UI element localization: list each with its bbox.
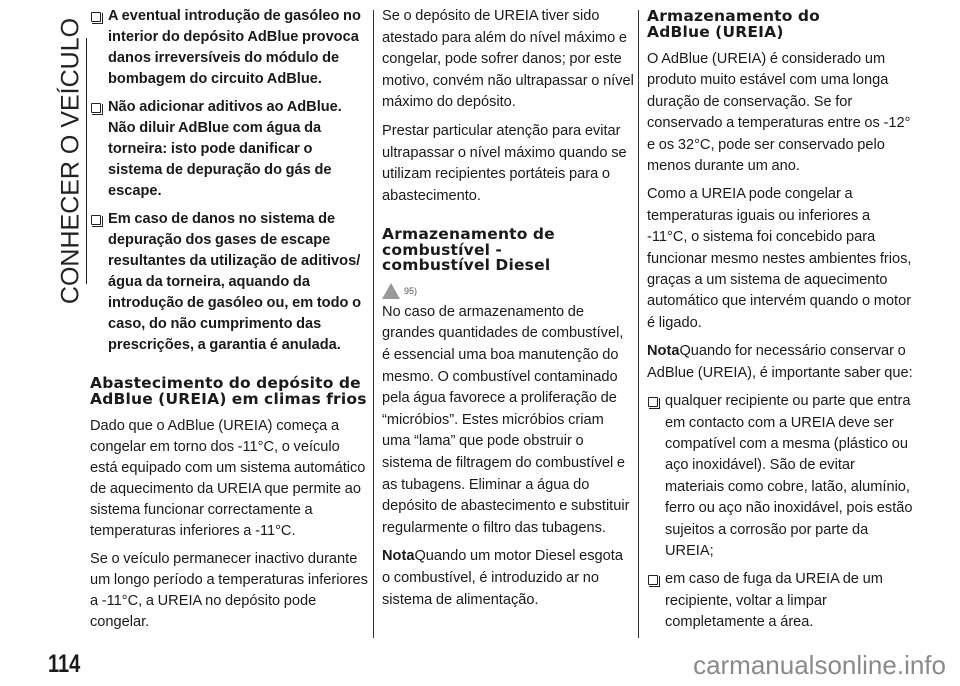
note-label: Nota bbox=[647, 343, 680, 360]
checkbox-bullet-icon bbox=[91, 103, 101, 113]
note-text: Quando for necessário conservar o AdBlue (UREIA), é importante saber que: bbox=[647, 343, 913, 381]
warning-triangle-icon bbox=[382, 283, 400, 299]
paragraph: Como a UREIA pode congelar a temperaturas iguais ou inferiores a -11°C, o sistema foi concebido para funcionar mesmo nestes ambientes frios, graças a um sistema de aquecimento automático que intervém quando o motor é ligado. bbox=[647, 186, 912, 331]
paragraph: Dado que o AdBlue (UREIA) começa a congelar em torno dos -11°C, o veículo está equipado com um sistema automático de aquecimento da UREIA que permite ao sistema funcionar correctamente a temperaturas inferiores a -11°C. bbox=[90, 418, 366, 539]
bullet-text: A eventual introdução de gasóleo no interior do depósito AdBlue provoca danos irreversíveis do módulo de bombagem do circuito AdBlue. bbox=[108, 8, 361, 87]
bullet-text: qualquer recipiente ou parte que entra em contacto com a UREIA deve ser compatível com a mesma (plástico ou aço inoxidável). São de evitar materiais como cobre, latão, alumínio, ferro ou aço não inoxidável, pois estão sujeitos a corrosão por parte da UREIA; bbox=[665, 393, 913, 559]
warning-bullet bbox=[90, 209, 368, 356]
column-3 bbox=[647, 6, 913, 641]
watermark: carmanualsonline.info bbox=[693, 650, 946, 680]
paragraph: Prestar particular atenção para evitar ultrapassar o nível máximo quando se utilizam recipientes portáteis para o abastecimento. bbox=[382, 122, 627, 204]
note bbox=[382, 546, 634, 611]
warning-reference bbox=[382, 283, 634, 299]
section-heading: Armazenamento do AdBlue (UREIA) bbox=[647, 7, 820, 41]
page-number: 114 bbox=[48, 650, 81, 678]
warning-bullet bbox=[90, 97, 368, 202]
note bbox=[647, 341, 913, 384]
column-2 bbox=[382, 6, 634, 618]
note-label: Nota bbox=[382, 548, 415, 565]
checkbox-bullet-icon bbox=[648, 575, 658, 585]
list-item bbox=[647, 391, 913, 562]
section-heading: Armazenamento de combustível - combustível Diesel bbox=[382, 225, 555, 275]
paragraph: No caso de armazenamento de grandes quantidades de combustível, é essencial uma boa manutenção do mesmo. O combustível contaminado pela água favorece a proliferação de “micróbios”. Estes micróbios criam uma “lama” que pode obstruir o sistema de filtragem do combustível e as tubagens. Eliminar a água do depósito de abastecimento e substituir regularmente o filtro das tubagens. bbox=[382, 303, 630, 536]
section-tab-label: CONHECER O VEÍCULO bbox=[56, 17, 85, 305]
section-tab bbox=[56, 17, 86, 305]
list-item bbox=[647, 569, 913, 633]
paragraph: Se o depósito de UREIA tiver sido atestado para além do nível máximo e congelar, pode sofrer danos; por este motivo, convém não ultrapassar o nível máximo do depósito. bbox=[382, 8, 634, 111]
bullet-text: Não adicionar aditivos ao AdBlue. Não diluir AdBlue com água da torneira: isto pode danificar o sistema de depuração do gás de escape. bbox=[108, 99, 342, 199]
bullet-text: em caso de fuga da UREIA de um recipiente, voltar a limpar completamente a área. bbox=[665, 571, 883, 631]
section-divider bbox=[86, 38, 87, 284]
bullet-text: Em caso de danos no sistema de depuração dos gases de escape resultantes da utilização de aditivos/água da torneira, aquando da introdução de gasóleo ou, em todo o caso, do não cumprimento das prescrições, a garantia é anulada. bbox=[108, 211, 361, 353]
checkbox-bullet-icon bbox=[91, 215, 101, 225]
warning-bullet bbox=[90, 6, 368, 90]
column-1 bbox=[90, 6, 368, 640]
section-heading: Abastecimento do depósito de AdBlue (UREIA) em climas frios bbox=[90, 374, 367, 408]
warning-ref-number: 95) bbox=[404, 285, 418, 296]
column-divider bbox=[638, 10, 639, 638]
paragraph: O AdBlue (UREIA) é considerado um produto muito estável com uma longa duração de conservação. Se for conservado a temperaturas entre os -12° e os 32°C, pode ser conservado pelo menos durante um ano. bbox=[647, 51, 911, 175]
column-divider bbox=[373, 10, 374, 638]
paragraph: Se o veículo permanecer inactivo durante um longo período a temperaturas inferiores a -11°C, a UREIA no depósito pode congelar. bbox=[90, 551, 368, 630]
checkbox-bullet-icon bbox=[91, 12, 101, 22]
note-text: Quando um motor Diesel esgota o combustível, é introduzido ar no sistema de alimentação. bbox=[382, 548, 623, 608]
checkbox-bullet-icon bbox=[648, 397, 658, 407]
